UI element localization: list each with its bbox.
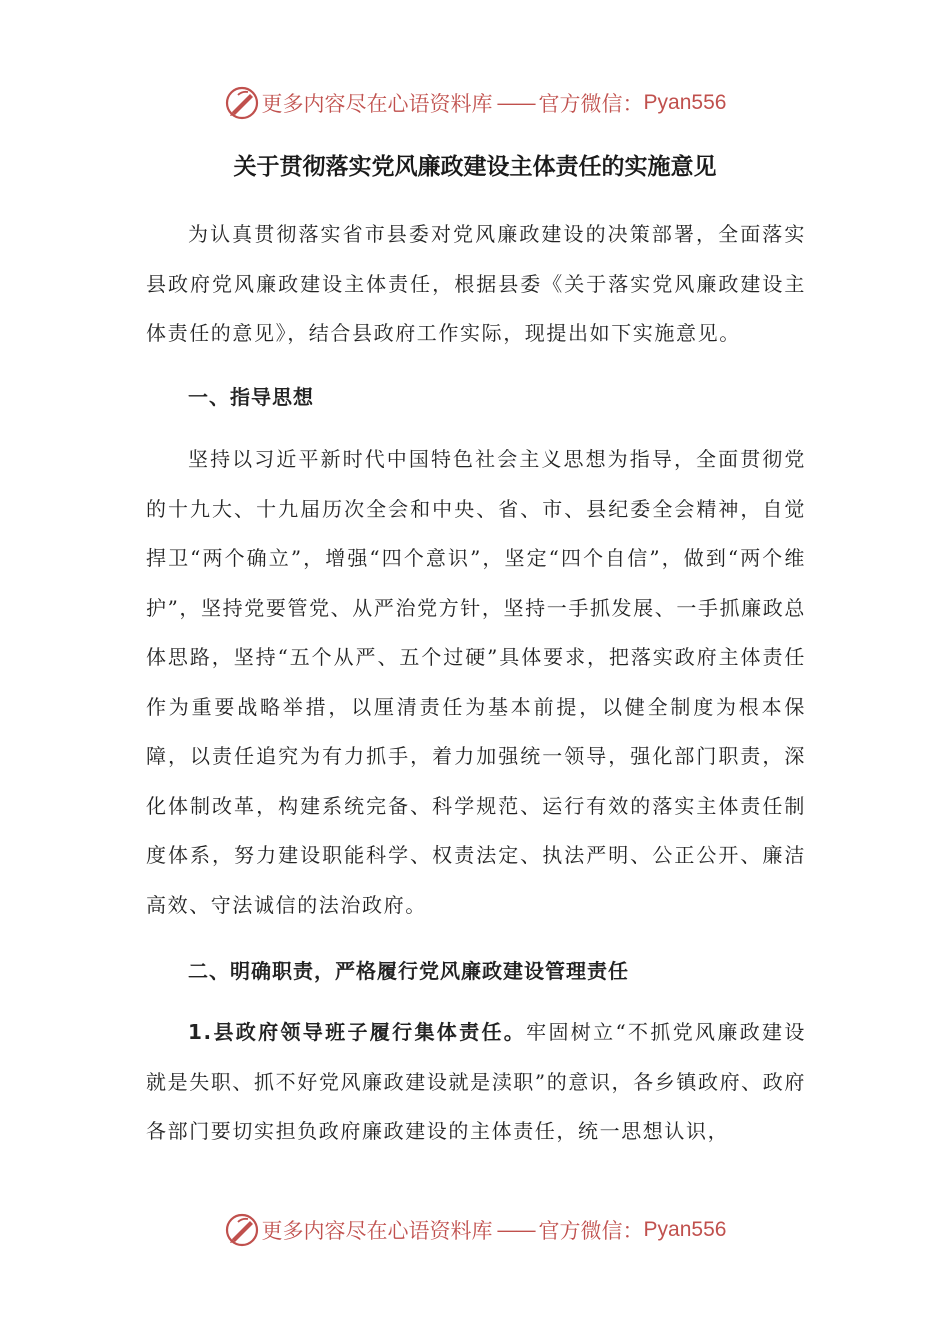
watermark-separator: ——	[496, 91, 535, 115]
section-1-heading: 一、指导思想	[188, 385, 314, 409]
watermark-banner-top	[0, 83, 950, 123]
watermark-banner-bottom	[0, 1210, 950, 1250]
watermark-separator: ——	[496, 1218, 535, 1242]
watermark-wechat-label: 官方微信：	[538, 1219, 644, 1243]
item-1-paragraph	[146, 1008, 806, 1157]
watermark-wechat-label: 官方微信：	[538, 92, 644, 116]
section-1-paragraph: 坚持以习近平新时代中国特色社会主义思想为指导，全面贯彻党的十九大、十九届历次全会和中央、省、市、县纪委全会精神，自觉捍卫“两个确立”，增强“四个意识”，坚定“四个自信”，做到“两个维护”，坚持党要管党、从严治党方针，坚持一手抓发展、一手抓廉政总体思路，坚持“五个从严、五个过硬”具体要求，把落实政府主体责任作为重要战略举措，以厘清责任为基本前提，以健全制度为根本保障，以责任追究为有力抓手，着力加强统一领导，强化部门职责，深化体制改革，构建系统完备、科学规范、运行有效的落实主体责任制度体系，努力建设职能科学、权责法定、执法严明、公正公开、廉洁高效、守法诚信的法治政府。	[146, 447, 806, 917]
watermark-wechat-id: Pyan556	[643, 91, 727, 114]
watermark-site-text: 更多内容尽在心语资料库	[261, 92, 493, 116]
item-1-lead: 1.县政府领导班子履行集体责任。	[188, 1020, 527, 1044]
intro-paragraph: 为认真贯彻落实省市县委对党风廉政建设的决策部署，全面落实县政府党风廉政建设主体责任，根据县委《关于落实党风廉政建设主体责任的意见》，结合县政府工作实际，现提出如下实施意见。	[146, 222, 806, 345]
section-2-heading: 二、明确职责，严格履行党风廉政建设管理责任	[188, 959, 629, 983]
pen-logo-icon	[224, 1212, 260, 1248]
pen-logo-icon	[224, 85, 260, 121]
watermark-site-text: 更多内容尽在心语资料库	[261, 1219, 493, 1243]
document-title: 关于贯彻落实党风廉政建设主体责任的实施意见	[233, 154, 717, 180]
watermark-wechat-id: Pyan556	[643, 1218, 727, 1241]
item-1-body: 牢固树立“不抓党风廉政建设就是失职、抓不好党风廉政建设就是渎职”的意识，各乡镇政府、政府各部门要切实担负政府廉政建设的主体责任，统一思想认识，	[146, 1020, 806, 1143]
